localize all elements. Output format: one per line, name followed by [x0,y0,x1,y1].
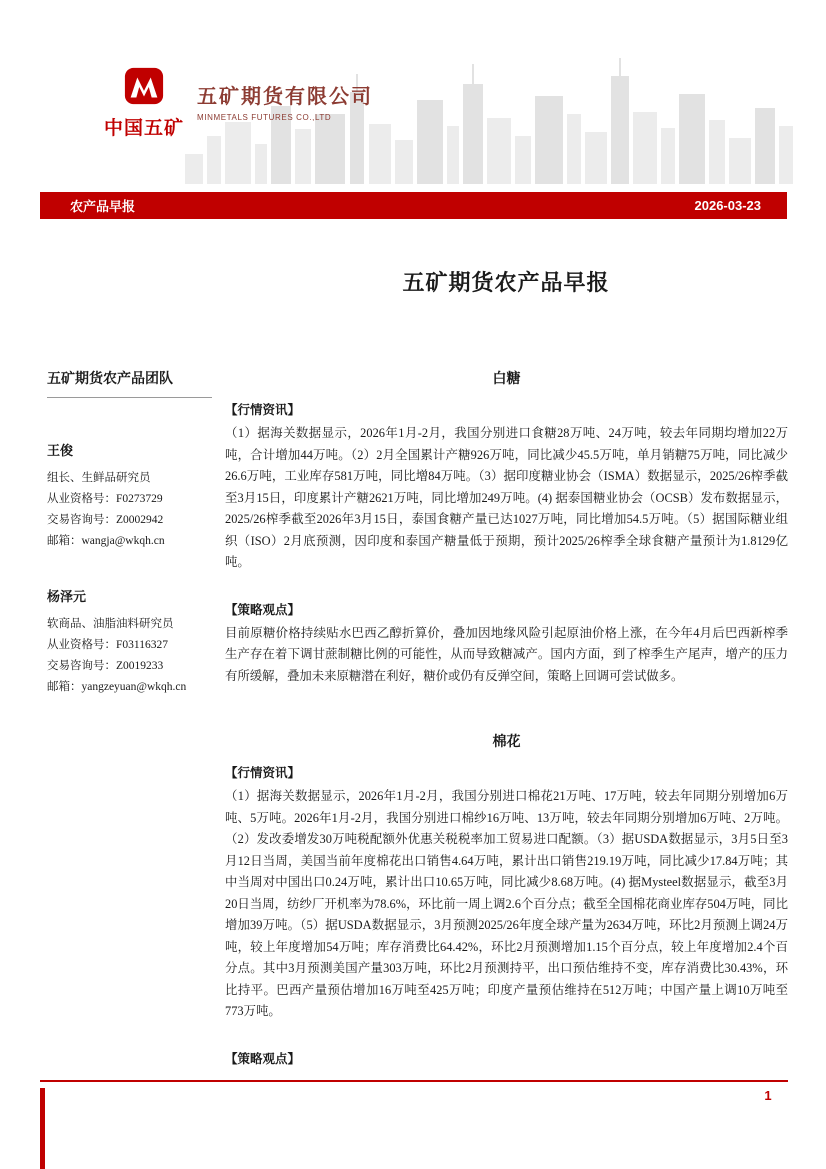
team-member [47,440,212,552]
member-role: 软商品、油脂油料研究员 [47,618,174,630]
section-sugar [225,368,788,687]
section-title: 棉花 [492,735,521,750]
logo-brand-text: 中国五矿 [103,118,184,139]
section-cotton [225,731,788,1067]
company-name-cn: 五矿期货有限公司 [197,86,373,108]
info-label: 【行情资讯】 [225,766,301,780]
member-role: 组长、生鲜品研究员 [47,472,151,484]
member-qualification: 从业资格号：F03116327 [47,639,168,651]
report-banner [40,192,787,219]
strategy-text: 目前原糖价格持续贴水巴西乙醇折算价，叠加因地缘风险引起原油价格上涨，在今年4月后巴西新榨季生产存在着下调甘蔗制糖比例的可能性，从而导致糖减产。国内方面，到了榨季生产尾声，增产的压力有所缓解，叠加未来原糖潜在利好，糖价或仍有反弹空间，策略上回调可尝试做多。 [225,625,788,683]
member-advisory: 交易咨询号：Z0002942 [47,514,164,526]
info-label: 【行情资讯】 [225,403,301,417]
team-title: 五矿期货农产品团队 [47,368,212,398]
info-text: （1）据海关数据显示，2026年1月-2月，我国分别进口棉花21万吨、17万吨，较去年同期分别增加6万吨、5万吨。2026年1月-2月，我国分别进口棉纱16万吨、13万吨，较去年同期分别增加6万吨、2万吨。（2）发改委增发30万吨税配额外优惠关税税率加工贸易进口配额。（3）据USDA数据显示，3月5日至3月12日当周，美国当前年度棉花出口销售4.64万吨，累计出口销售219.19万吨，同比减少17.84万吨；其中当周对中国出口0.24万吨，累计出口10.65万吨，同比减少8.68万吨。(4) 据Mysteel数据显示，截至3月20日当周，纺纱厂开机率为78.6%，环比前一周上调2.6个百分点；截至全国棉花商业库存504万吨，同比增加39万吨。（5）据USDA数据显示，3月预测2025/26年度全球产量为2634万吨，环比2月预测上调24万吨，较上年度增加54万吨；库存消费比64.42%，环比2月预测增加1.15个百分点，较上年度增加2.4个百分点。其中3月预测美国产量303万吨，环比2月预测持平，出口预估维持不变，库存消费比30.43%，环比持平。巴西产量预估增加16万吨至425万吨；印度产量预估维持在512万吨；中国产量上调10万吨至773万吨。 [225,789,788,1018]
footer-accent-bar [40,1088,45,1169]
company-name-en: MINMETALS FUTURES CO.,LTD [197,113,332,122]
member-email: 邮箱：wangja@wkqh.cn [47,535,165,547]
banner-date: 2026-03-23 [694,198,761,213]
info-text: （1）据海关数据显示，2026年1月-2月，我国分别进口食糖28万吨、24万吨，较去年同期均增加22万吨，合计增加44万吨。（2）2月全国累计产糖926万吨，同比减少45.5万吨，单月销糖75万吨，同比减少26.6万吨，工业库存581万吨，同比增84万吨。（3）据印度糖业协会（ISMA）数据显示，2025/26榨季截至3月15日，印度累计产糖2621万吨，同比增加249万吨。(4) 据泰国糖业协会（OCSB）发布数据显示，2025/26榨季截至2026年3月15日，泰国食糖产量已达1027万吨，同比增加54.5万吨。（5）据国际糖业组织（ISO）2月底预测，因印度和泰国产糖量低于预期，预计2025/26榨季全球食糖产量预计为1.8129亿吨。 [225,426,788,569]
page-number: 1 [764,1088,772,1103]
page-title: 五矿期货农产品早报 [402,270,610,295]
strategy-label: 【策略观点】 [225,1051,301,1066]
company-block [197,80,373,122]
strategy-label: 【策略观点】 [225,602,301,617]
section-title: 白糖 [492,372,521,387]
member-email: 邮箱：yangzeyuan@wkqh.cn [47,681,187,693]
member-advisory: 交易咨询号：Z0019233 [47,660,164,672]
member-name: 王俊 [47,443,74,458]
report-body [225,368,788,1079]
team-member [47,586,212,698]
team-sidebar [47,368,212,698]
brand-logo [100,66,188,140]
member-name: 杨泽元 [47,589,87,604]
member-qualification: 从业资格号：F0273729 [47,493,163,505]
minmetals-logo-icon [121,66,167,108]
banner-title: 农产品早报 [70,199,136,214]
footer-divider [40,1080,788,1082]
